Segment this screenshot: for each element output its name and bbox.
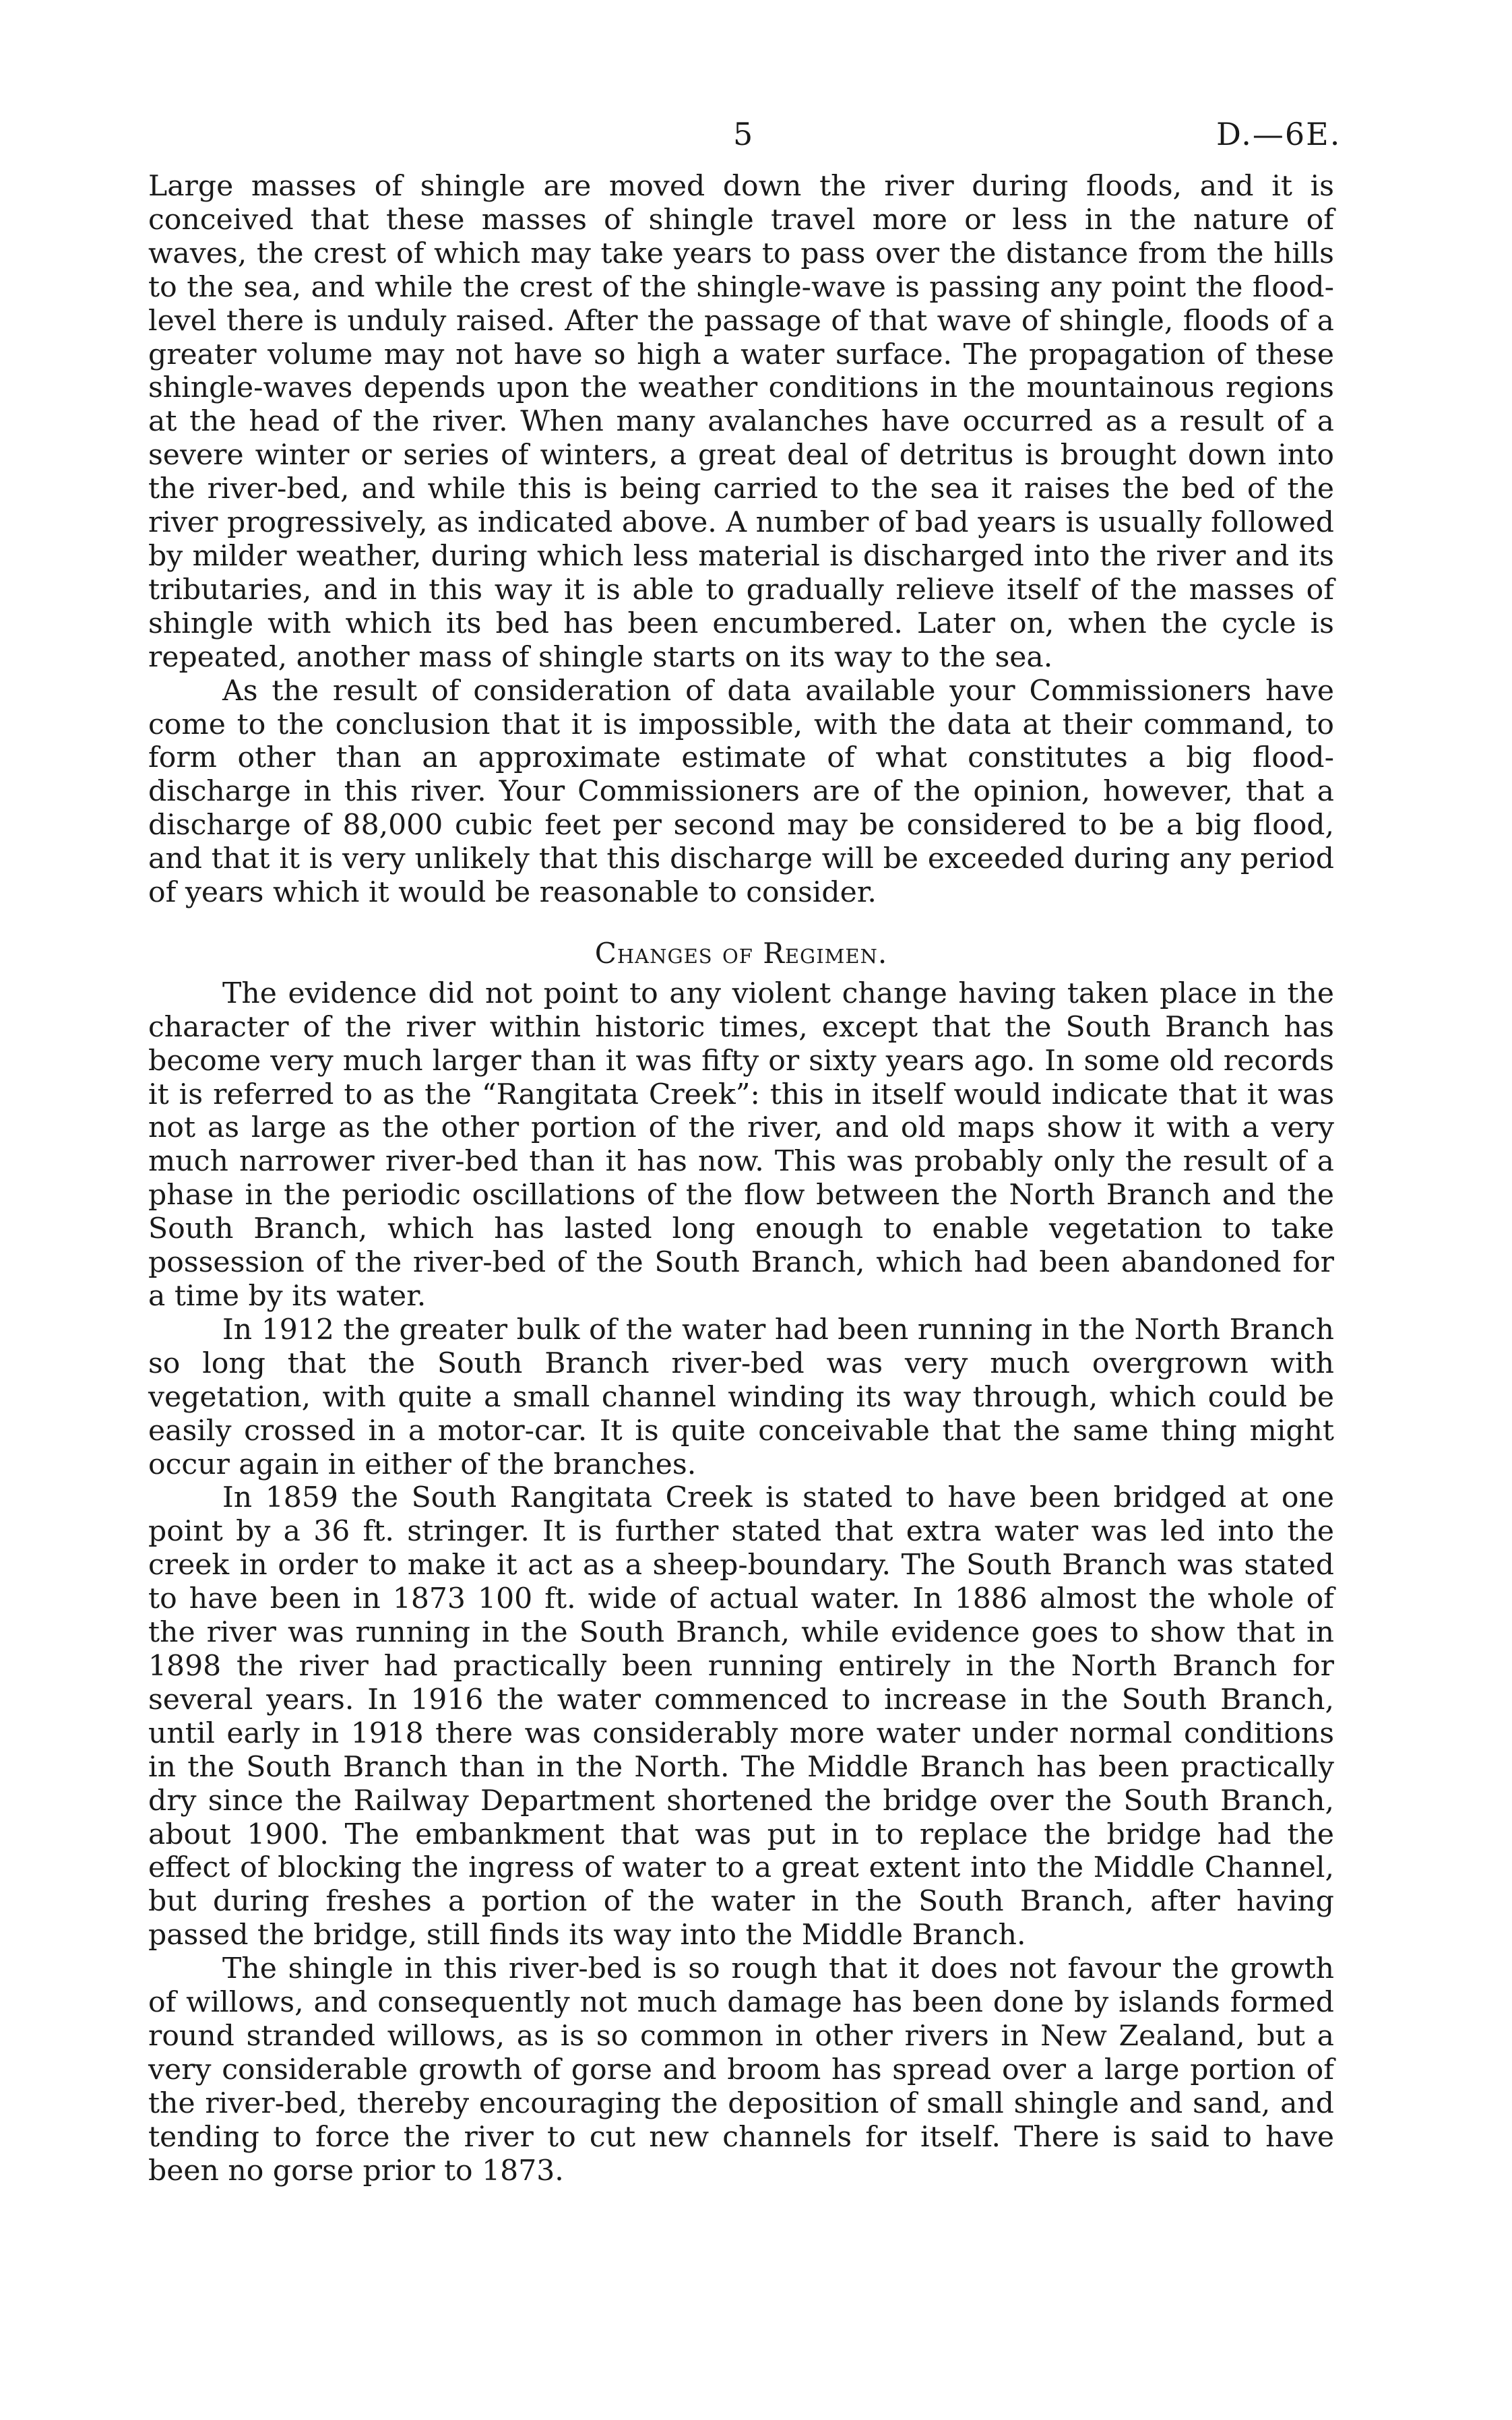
section-heading: Changes of Regimen. (594, 936, 888, 970)
paragraph-willows-gorse: The shingle in this river-bed is so rough that it does not favour the growth of willows, and consequently not much damage has been done by islands formed round stranded willows, as is so common in other rivers in New Zealand, but a very considerable growth of gorse and broom has spread over a large portion of the river-bed, thereby encouraging the deposition of small shingle and sand, and tending to force the river to cut new channels for itself. There is said to have been no gorse prior to 1873. (148, 1952, 1334, 2188)
document-reference: D.—6E. (1216, 116, 1342, 152)
paragraph-1912: In 1912 the greater bulk of the water had been running in the North Branch so long that the South Branch river-bed was very much overgrown with vegetation, with quite a small channel winding its way through, which could be easily crossed in a motor-car. It is quite conceivable that the same thing might occur again in either of the branches. (148, 1313, 1334, 1481)
paragraph-shingle-waves: Large masses of shingle are moved down the river during floods, and it is conceived that these masses of shingle travel more or less in the nature of waves, the crest of which may take years to pass over the distance from the hills to the sea, and while the crest of the shingle-wave is passing any point the flood-level there is unduly raised. After the passage of that wave of shingle, floods of a greater volume may not have so high a water surface. The propagation of these shingle-waves depends upon the weather conditions in the mountainous regions at the head of the river. When many avalanches have occurred as a result of a severe winter or series of winters, a great deal of detritus is brought down into the river-bed, and while this is being carried to the sea it raises the bed of the river progressively, as indicated above. A number of bad years is usually followed by milder weather, during which less material is discharged into the river and its tributaries, and in this way it is able to gradually relieve itself of the masses of shingle with which its bed has been encumbered. Later on, when the cycle is repeated, another mass of shingle starts on its way to the sea. (148, 170, 1334, 674)
page-number: 5 (733, 116, 753, 152)
paragraph-evidence: The evidence did not point to any violent change having taken place in the character of the river within historic times, except that the South Branch has become very much larger than it was fifty or sixty years ago. In some old records it is referred to as the “Rangitata Creek”: this in itself would indicate that it was not as large as the other portion of the river, and old maps show it with a very much narrower river-bed than it has now. This was probably only the result of a phase in the periodic oscillations of the flow between the North Branch and the South Branch, which has lasted long enough to enable vegetation to take possession of the river-bed of the South Branch, which had been abandoned for a time by its water. (148, 976, 1334, 1313)
paragraph-flood-discharge: As the result of consideration of data available your Commissioners have come to the conclusion that it is impossible, with the data at their command, to form other than an approximate estimate of what constitutes a big flood-discharge in this river. Your Commissioners are of the opinion, however, that a discharge of 88,000 cubic feet per second may be considered to be a big flood, and that it is very unlikely that this discharge will be exceeded during any period of years which it would be reasonable to consider. (148, 674, 1334, 910)
body-text (148, 170, 1334, 2188)
paragraph-1859: In 1859 the South Rangitata Creek is stated to have been bridged at one point by a 36 ft. stringer. It is further stated that extra water was led into the creek in order to make it act as a sheep-boundary. The South Branch was stated to have been in 1873 100 ft. wide of actual water. In 1886 almost the whole of the river was running in the South Branch, while evidence goes to show that in 1898 the river had practically been running entirely in the North Branch for several years. In 1916 the water commenced to increase in the South Branch, until early in 1918 there was considerably more water under normal conditions in the South Branch than in the North. The Middle Branch has been practically dry since the Railway Department shortened the bridge over the South Branch, about 1900. The embankment that was put in to replace the bridge had the effect of blocking the ingress of water to a great extent into the Middle Channel, but during freshes a portion of the water in the South Branch, after having passed the bridge, still finds its way into the Middle Branch. (148, 1481, 1334, 1952)
